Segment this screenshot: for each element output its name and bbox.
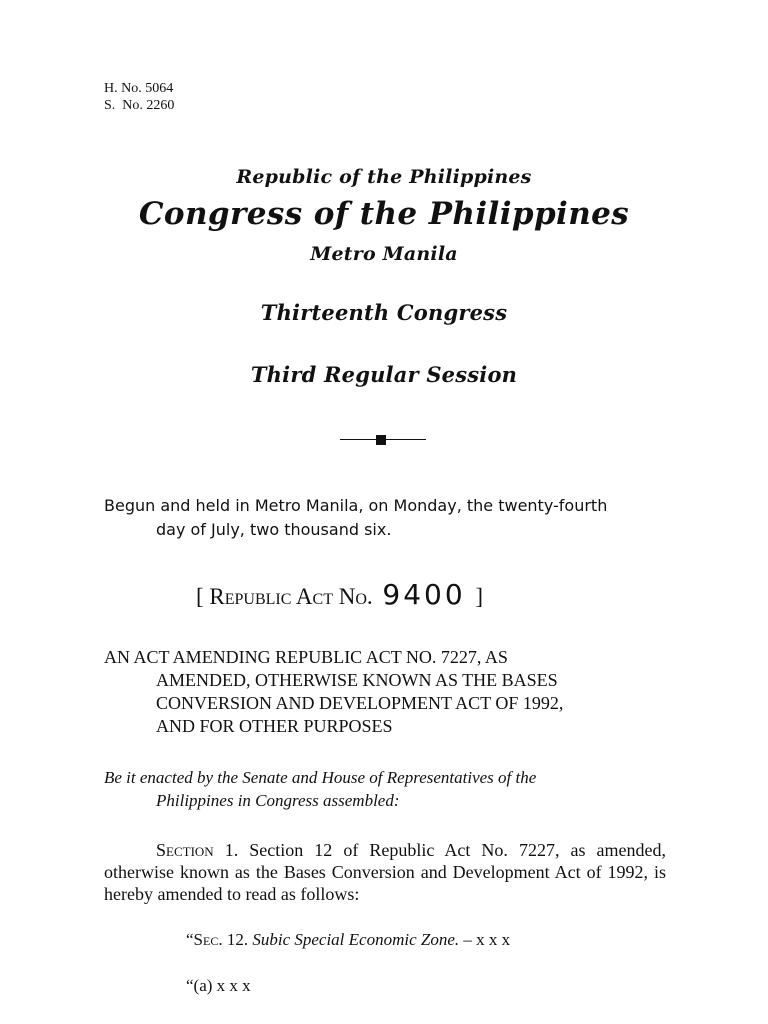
- republic-heading: Republic of the Philippines: [236, 166, 532, 188]
- bracket-open: [: [196, 584, 204, 609]
- sec-12-tail: – x x x: [463, 930, 511, 949]
- enacting-clause: [104, 766, 684, 812]
- act-title-line-4: AND FOR OTHER PURPOSES: [156, 716, 393, 736]
- subsection-a: “(a) x x x: [186, 976, 251, 995]
- divider-square-icon: [376, 435, 386, 445]
- divider-line-left: [340, 439, 376, 440]
- congress-number-heading: Thirteenth Congress: [260, 300, 508, 325]
- section-1-paragraph: [104, 839, 666, 905]
- sec-12-heading: [186, 930, 510, 950]
- house-bill-number: H. No. 5064: [104, 81, 174, 96]
- act-title-line-2: AMENDED, OTHERWISE KNOWN AS THE BASES: [156, 670, 558, 690]
- republic-act-value: 9400: [382, 578, 466, 611]
- congress-heading: Congress of the Philippines: [138, 196, 630, 232]
- section-1-label: Section 1.: [156, 840, 239, 860]
- section-1-text: Section 12 of Republic Act No. 7227, as amended, otherwise known as the Bases Conversion and Development Act of 1992, is hereby amended to read as follows:: [104, 840, 667, 904]
- republic-act-label: Republic Act No.: [209, 584, 373, 609]
- act-title-line-1: AN ACT AMENDING REPUBLIC ACT NO. 7227, AS: [104, 647, 508, 667]
- republic-act-number: [196, 578, 483, 611]
- location-heading: Metro Manila: [310, 243, 458, 265]
- divider-ornament: [340, 432, 430, 448]
- sec-12-title: Subic Special Economic Zone.: [252, 930, 460, 949]
- act-title-line-3: CONVERSION AND DEVELOPMENT ACT OF 1992,: [156, 693, 564, 713]
- begun-line-1: Begun and held in Metro Manila, on Monday, the twenty-fourth: [104, 496, 608, 515]
- enacting-line-2: Philippines in Congress assembled:: [156, 791, 400, 810]
- begun-line-2: day of July, two thousand six.: [156, 520, 392, 539]
- sec-12-label: “Sec. 12.: [186, 930, 249, 949]
- bracket-close: ]: [475, 584, 484, 609]
- enacting-line-1: Be it enacted by the Senate and House of Representatives of the: [104, 768, 537, 787]
- bill-numbers: [104, 80, 174, 114]
- divider-line-right: [386, 439, 426, 440]
- begun-statement: [104, 494, 684, 542]
- act-title: [104, 646, 672, 738]
- section-1: [104, 839, 666, 905]
- senate-bill-number: S. No. 2260: [104, 98, 175, 113]
- session-heading: Third Regular Session: [250, 362, 518, 387]
